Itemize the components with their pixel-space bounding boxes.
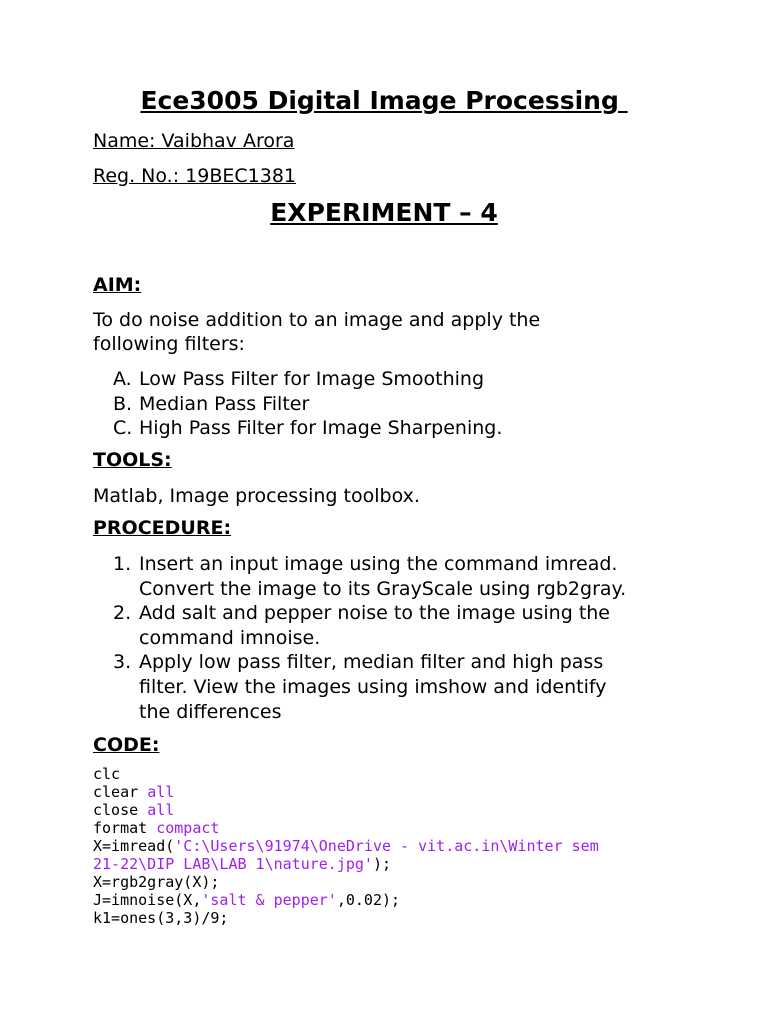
step-line: Convert the image to its GrayScale using rgb2gray. <box>139 577 627 600</box>
list-item-text: High Pass Filter for Image Sharpening. <box>139 417 503 440</box>
student-name: Name: Vaibhav Arora <box>93 130 295 152</box>
step-marker: 2. <box>113 602 132 625</box>
code-line: clear all <box>93 783 175 801</box>
procedure-step <box>93 552 626 601</box>
step-line: the differences <box>139 700 282 723</box>
code-heading: CODE: <box>93 734 160 756</box>
code-line: 21-22\DIP LAB\LAB 1\nature.jpg'); <box>93 855 392 873</box>
step-marker: 1. <box>113 553 132 575</box>
aim-heading: AIM: <box>93 274 142 296</box>
experiment-title: EXPERIMENT – 4 <box>270 198 498 227</box>
list-item <box>93 367 502 392</box>
tools-text: Matlab, Image processing toolbox. <box>93 485 420 507</box>
step-line: command imnoise. <box>139 626 321 649</box>
code-line: J=imnoise(X,'salt & pepper',0.02); <box>93 891 401 909</box>
step-marker: 3. <box>113 651 132 674</box>
code-line: close all <box>93 801 175 819</box>
step-line: Add salt and pepper noise to the image using the <box>139 602 611 625</box>
step-line: Insert an input image using the command imread. <box>139 553 618 575</box>
list-item <box>93 392 502 417</box>
document-title: Ece3005 Digital Image Processing <box>140 86 628 115</box>
aim-text-line-1: To do noise addition to an image and apply the <box>93 309 541 331</box>
code-line: X=rgb2gray(X); <box>93 873 220 891</box>
procedure-steps <box>93 552 626 724</box>
list-marker: B. <box>113 392 133 415</box>
list-item <box>93 416 502 441</box>
list-marker: C. <box>113 417 133 440</box>
procedure-step <box>93 650 626 724</box>
filter-list <box>93 367 502 441</box>
tools-heading: TOOLS: <box>93 449 172 471</box>
aim-text-line-2: following filters: <box>93 333 245 355</box>
procedure-heading: PROCEDURE: <box>93 517 232 539</box>
procedure-step <box>93 601 626 650</box>
code-line: clc <box>93 765 121 783</box>
step-line: filter. View the images using imshow and identify <box>139 675 607 698</box>
code-line: format compact <box>93 819 220 837</box>
registration-number: Reg. No.: 19BEC1381 <box>93 165 296 187</box>
list-marker: A. <box>113 368 132 390</box>
list-item-text: Low Pass Filter for Image Smoothing <box>139 368 485 390</box>
step-line: Apply low pass filter, median filter and high pass <box>139 651 604 674</box>
code-line: X=imread('C:\Users\91974\OneDrive - vit.ac.in\Winter sem <box>93 837 599 855</box>
code-block <box>93 765 599 927</box>
code-line: k1=ones(3,3)/9; <box>93 909 229 927</box>
list-item-text: Median Pass Filter <box>139 392 310 415</box>
